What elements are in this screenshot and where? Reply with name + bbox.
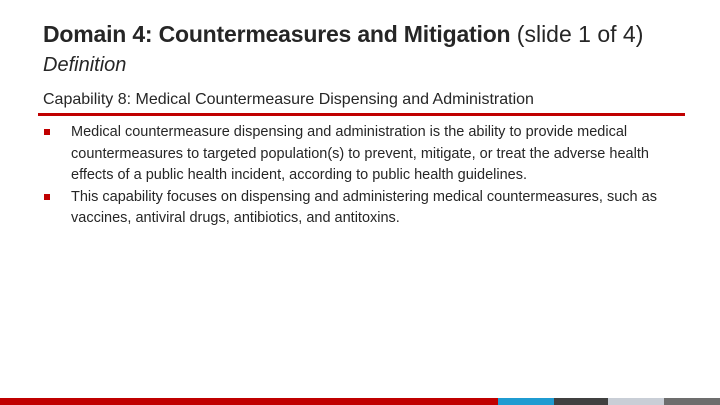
capability-divider xyxy=(38,113,685,116)
bullet-text: This capability focuses on dispensing and administering medical countermeasures, such as vaccines, antiviral drugs, antibiotics, and antitoxins. xyxy=(71,188,657,226)
footer-segment-mid-gray xyxy=(664,398,720,405)
slide-subtitle: Definition xyxy=(43,54,127,76)
footer-segment-blue xyxy=(498,398,554,405)
square-bullet-icon xyxy=(44,129,50,135)
square-bullet-icon xyxy=(44,194,50,200)
footer-segment-red xyxy=(0,398,498,405)
footer-segment-dark-gray xyxy=(554,398,608,405)
bullet-text: Medical countermeasure dispensing and administration is the ability to provide medical countermeasures to targeted population(s) to prevent, mitigate, or treat the adverse health effects of a public health incident, according to public health guidelines. xyxy=(71,124,649,183)
footer-segment-light-gray xyxy=(608,398,664,405)
bullet-item xyxy=(44,187,684,230)
bullet-item xyxy=(44,122,684,187)
bullet-list xyxy=(44,122,684,230)
capability-heading: Capability 8: Medical Countermeasure Dispensing and Administration xyxy=(43,91,534,108)
slide-title-counter: (slide 1 of 4) xyxy=(516,21,644,47)
slide-title xyxy=(43,19,715,49)
slide-title-main: Domain 4: Countermeasures and Mitigation xyxy=(43,21,511,47)
footer-color-bar xyxy=(0,398,720,405)
